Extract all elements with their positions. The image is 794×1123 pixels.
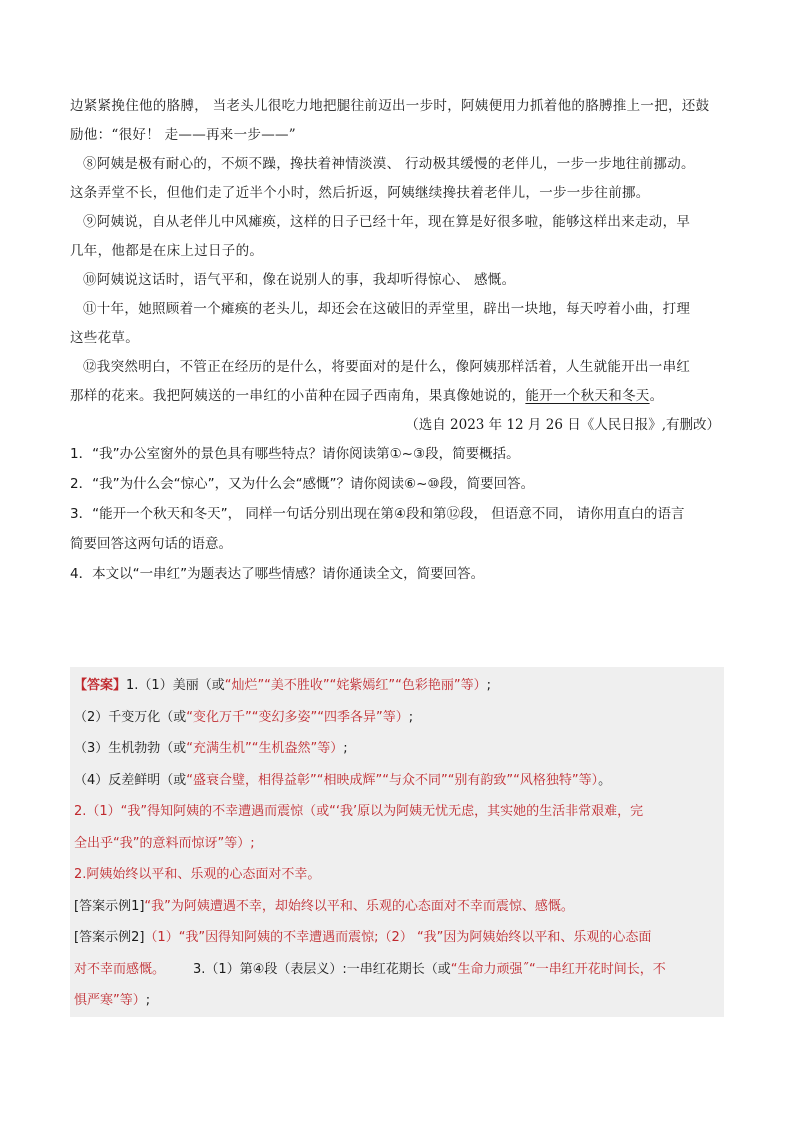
answer-alt: “盛衰合璧，相得益彰”“相映成辉”“与众不同”“别有韵致”“风格独特”等）: [186, 772, 599, 788]
answer-1-1: [74, 670, 724, 702]
passage-text: 那样的花来。我把阿姨送的一串红的小苗种在园子西南角，果真像她说的，: [70, 388, 526, 404]
answer-example-1: [74, 891, 724, 923]
passage-line: [70, 382, 730, 411]
underlined-phrase: 能开一个秋天和冬天: [525, 388, 650, 404]
answer-alt: 惧严寒”等）: [74, 993, 146, 1008]
question-3-cont: 简要回答这两句话的语意。: [70, 536, 232, 552]
answer-alt: “充满生机”“生机盎然”等）: [186, 741, 344, 756]
answer-section: [74, 670, 724, 1017]
answer-1-4: [74, 765, 724, 797]
answer-text: 1.（1）美丽（或: [126, 678, 225, 693]
answer-1-2: [74, 702, 724, 734]
answer-alt: “灿烂”“美不胜收”“姹紫嫣红”“色彩艳丽”等）: [224, 678, 487, 693]
answer-3-cont: [74, 985, 724, 1017]
answer-1-3: [74, 733, 724, 765]
question-2: 2．“我”为什么会“惊心”，又为什么会“感慨”？请你阅读⑥~⑩段，简要回答。: [70, 476, 535, 492]
passage: [70, 92, 730, 589]
answer-text: ;: [486, 678, 491, 693]
answer-text: 。: [598, 772, 612, 788]
question-3: 3．“能开一个秋天和冬天”， 同样一句话分别出现在第④段和第⑫段， 但语意不同， 请你用直白的语言: [70, 506, 685, 522]
passage-line: 励他：“很好！ 走——再来一步——”: [70, 127, 296, 143]
answer-2-1: 2.（1）“我”得知阿姨的不幸遭遇而震惊（或“‘我’原以为阿姨无忧无虑，其实她的生活非常艰难，完: [74, 804, 644, 819]
passage-text: 。: [649, 388, 664, 404]
answer-alt: “生命力顽强˝“一串红开花时间长，不: [450, 961, 666, 977]
example-label: [答案示例2]: [74, 930, 145, 945]
answer-text: 3.（1）第④段（表层义）:一串红花期长（或: [193, 961, 451, 977]
question-1: 1．“我”办公室窗外的景色具有哪些特点？请你阅读第①~③段，简要概括。: [70, 446, 520, 462]
answer-text: （3）生机勃勃（或: [74, 741, 187, 756]
example-text: “我”为阿姨遭遇不幸，却始终以平和、乐观的心态面对不幸而震惊、感慨。: [144, 898, 574, 914]
answer-text: （4）反差鲜明（或: [74, 772, 187, 788]
paragraph-10: ⑩阿姨说这话时，语气平和，像在说别人的事，我却听得惊心、 感慨。: [83, 272, 516, 288]
paragraph-11: ⑪十年，她照顾着一个瘫痪的老头儿，却还会在这破旧的弄堂里，辟出一块地，每天哼着小曲，打理: [83, 301, 691, 317]
answer-alt: “变化万千”“变幻多姿”“四季各异”等）: [186, 709, 409, 725]
paragraph-9: ⑨阿姨说，自从老伴儿中风瘫痪，这样的日子已经十年，现在算是好很多啦，能够这样出来走动，早: [83, 214, 691, 230]
answer-example-2: [74, 922, 724, 954]
passage-line: 几年，他都是在床上过日子的。: [70, 243, 264, 259]
question-4: 4．本文以“一串红”为题表达了哪些情感？请你通读全文，简要回答。: [70, 566, 485, 582]
answer-tag: 【答案】: [74, 678, 127, 693]
answer-2-3: 2.阿姨始终以平和、乐观的心态面对不幸。: [74, 867, 321, 882]
answer-text: ;: [145, 993, 151, 1008]
paragraph-8: ⑧阿姨是极有耐心的，不烦不躁，搀扶着神情淡漠、 行动极其缓慢的老伴儿，一步一步地往前挪动。: [83, 156, 695, 172]
answer-2-2: 全出乎“我”的意料而惊讶”等）;: [74, 835, 255, 851]
passage-line: 这条弄堂不长，但他们走了近半个小时，然后折返，阿姨继续搀扶着老伴儿，一步一步往前挪。: [70, 185, 650, 201]
answer-text: ;: [408, 709, 414, 725]
passage-line: 这些花草。: [70, 330, 139, 346]
answer-text: ;: [343, 741, 348, 756]
example-text: 对不幸而感慨。: [74, 961, 166, 977]
example-label: [答案示例1]: [74, 898, 145, 914]
answer-text: （2）千变万化（或: [74, 709, 187, 725]
example-text: （1）“我”因得知阿姨的不幸遭遇而震惊;（2） “我”因为阿姨始终以平和、乐观的心态面: [144, 930, 652, 945]
source-citation: （选自 2023 年 12 月 26 日《人民日报》,有删改）: [405, 417, 720, 433]
paragraph-12: ⑫我突然明白，不管正在经历的是什么，将要面对的是什么，像阿姨那样活着，人生就能开出一串红: [83, 359, 691, 375]
passage-line: 边紧紧挽住他的胳膊， 当老头儿很吃力地把腿往前迈出一步时，阿姨便用力抓着他的胳膊推上一把，还鼓: [70, 98, 710, 114]
answer-example-2-cont: [74, 954, 724, 986]
